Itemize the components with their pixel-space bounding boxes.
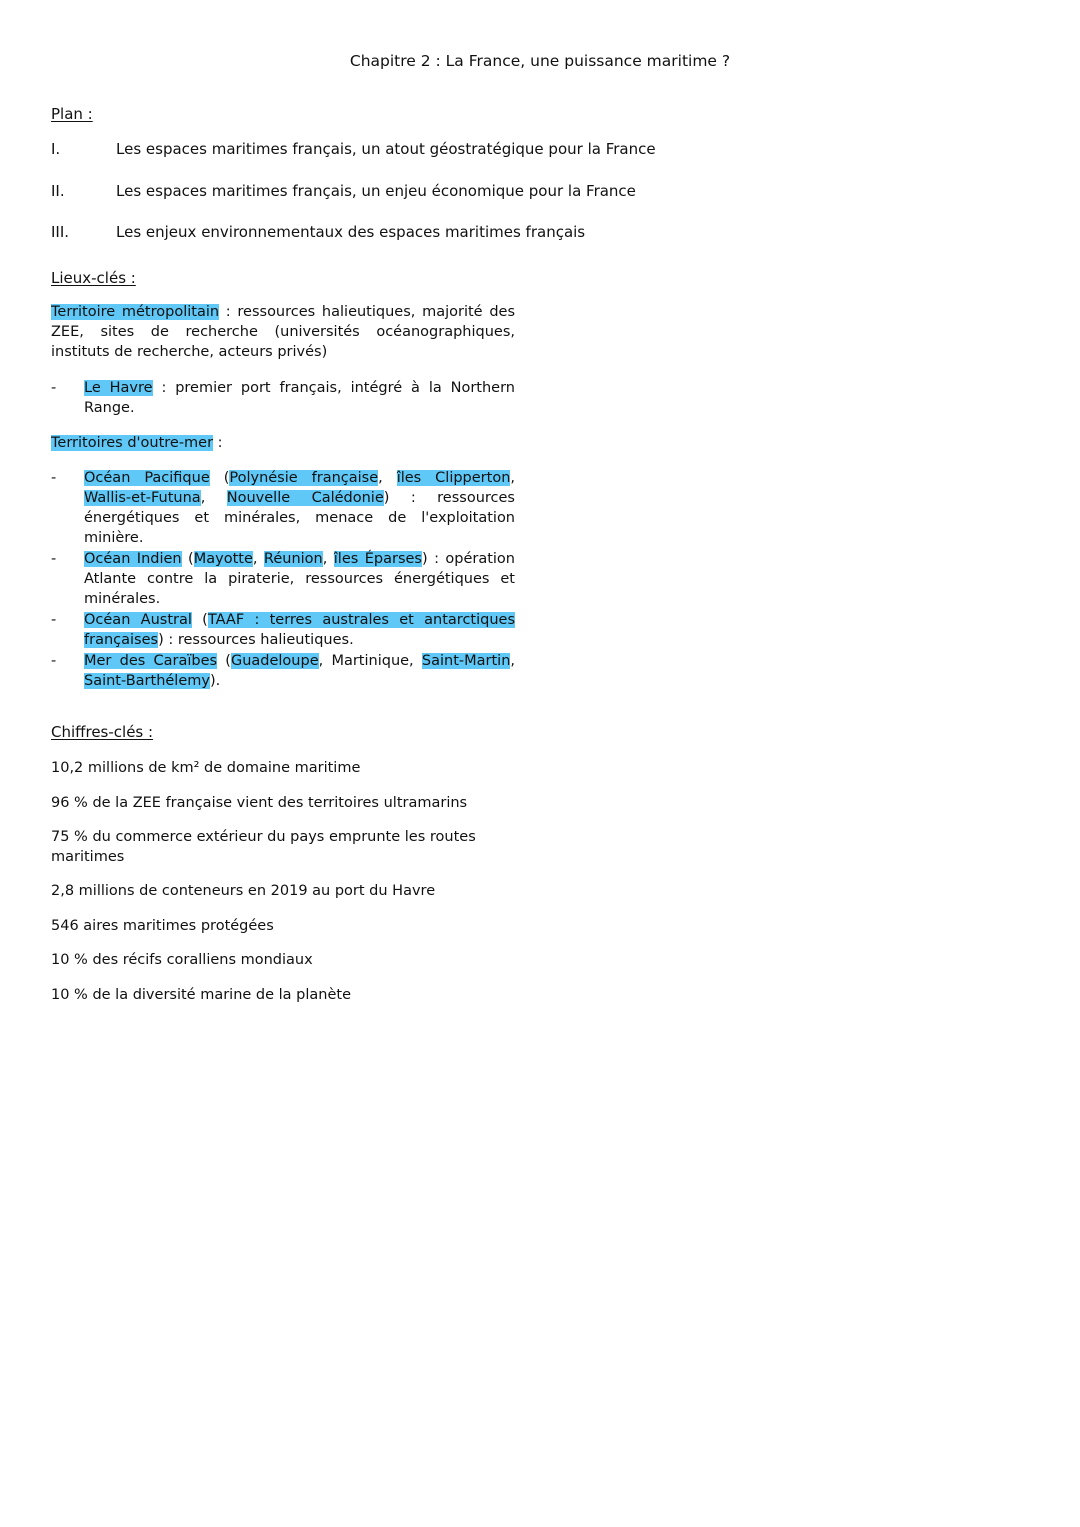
plan-item-3: [51, 223, 585, 241]
bullet-dash: -: [51, 470, 57, 486]
chiffres-heading: Chiffres-clés :: [51, 723, 154, 741]
key-figure: 2,8 millions de conteneurs en 2019 au port du Havre: [51, 883, 436, 899]
highlight: Territoire métropolitain: [51, 304, 220, 320]
plan-item-text: Les enjeux environnementaux des espaces maritimes français: [116, 223, 586, 241]
highlight: Réunion: [263, 551, 323, 567]
highlight: Mer des Caraïbes: [84, 653, 218, 669]
highlight: îles Éparses: [333, 551, 422, 567]
highlight: Nouvelle Calédonie: [226, 490, 384, 506]
highlight: Saint-Martin: [421, 653, 511, 669]
highlight: TAAF : terres australes et antarctiques françaises: [84, 612, 515, 648]
highlight: Territoires d'outre-mer: [51, 435, 214, 451]
plan-item-1: [51, 140, 656, 158]
highlight: Mayotte: [193, 551, 253, 567]
plan-heading: Plan :: [51, 105, 93, 123]
bullet-dash: -: [51, 380, 57, 396]
bullet-dash: -: [51, 551, 57, 567]
lieux-heading: Lieux-clés :: [51, 269, 136, 287]
plan-item-number: II.: [51, 182, 65, 200]
highlight: Saint-Barthélemy: [84, 673, 210, 689]
highlight: Polynésie française: [229, 470, 379, 486]
list-item-pacifique: - Océan Pacifique (Polynésie française, îles Clipperton, Wallis-et-Futuna, Nouvelle Calédonie) : ressources énergétiques et minérales, menace de l'exploitation minière.: [51, 470, 516, 546]
metro-paragraph: Territoire métropolitain : ressources halieutiques, majorité des ZEE, sites de recherche (universités océanographiques, instituts de recherche, acteurs privés): [51, 304, 515, 360]
highlight: Guadeloupe: [230, 653, 319, 669]
key-figure: 10,2 millions de km² de domaine maritime: [51, 760, 361, 776]
highlight: Le Havre: [84, 380, 153, 396]
outremer-heading: Territoires d'outre-mer :: [51, 435, 223, 451]
plan-item-2: [51, 182, 636, 200]
page-title: Chapitre 2 : La France, une puissance maritime ?: [349, 52, 731, 70]
plan-item-text: Les espaces maritimes français, un enjeu économique pour la France: [116, 182, 636, 200]
highlight: Océan Indien: [84, 551, 182, 567]
list-item-havre: - Le Havre : premier port français, intégré à la Northern Range.: [51, 380, 515, 416]
key-figure: 96 % de la ZEE française vient des territoires ultramarins: [51, 795, 468, 811]
highlight: Wallis-et-Futuna: [84, 490, 201, 506]
list-item-caraibes: - Mer des Caraïbes (Guadeloupe, Martinique, Saint-Martin, Saint-Barthélemy).: [51, 653, 515, 689]
key-figure: 10 % des récifs coralliens mondiaux: [51, 952, 313, 968]
bullet-dash: -: [51, 653, 57, 669]
highlight: Océan Austral: [84, 612, 192, 628]
plan-item-text: Les espaces maritimes français, un atout géostratégique pour la France: [116, 140, 656, 158]
highlight: Océan Pacifique: [84, 470, 210, 486]
bullet-dash: -: [51, 612, 57, 628]
key-figure: 10 % de la diversité marine de la planète: [51, 987, 352, 1003]
list-item-indien: - Océan Indien (Mayotte, Réunion, îles Éparses) : opération Atlante contre la piraterie, ressources énergétiques et minérales.: [51, 551, 515, 607]
plan-item-number: I.: [51, 140, 61, 158]
plan-item-number: III.: [51, 223, 70, 241]
list-item-austral: - Océan Austral (TAAF : terres australes et antarctiques françaises) : ressources halieutiques.: [51, 612, 515, 648]
highlight: îles Clipperton: [396, 470, 511, 486]
key-figure: 75 % du commerce extérieur du pays emprunte les routes maritimes: [51, 829, 476, 865]
key-figure: 546 aires maritimes protégées: [51, 918, 274, 934]
